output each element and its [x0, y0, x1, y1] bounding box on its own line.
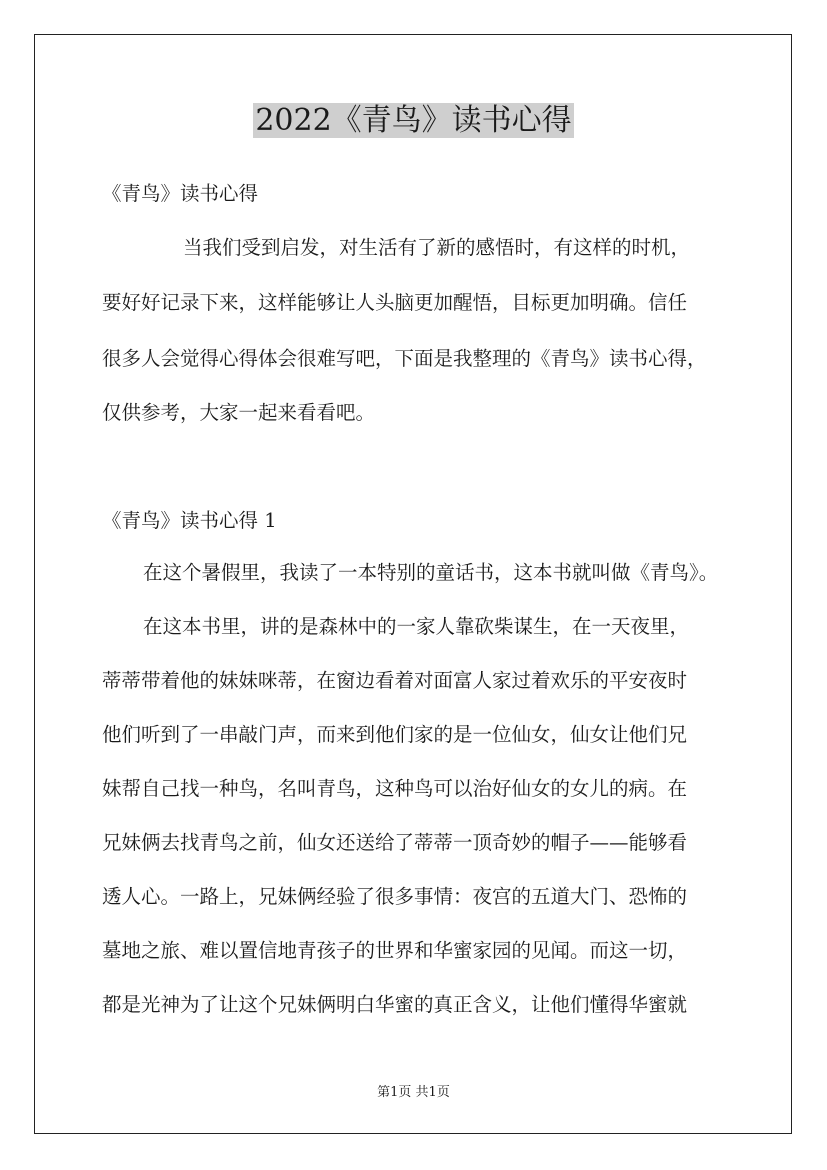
page-footer: 第1页 共1页	[377, 1085, 450, 1100]
body-line-7: 透人心。一路上，兄妹俩经验了很多事情：夜宫的五道大门、恐怖的	[102, 885, 688, 908]
body-line-8: 墓地之旅、难以置信地青孩子的世界和华蜜家园的见闻。而这一切，	[102, 939, 688, 962]
intro-line-3: 很多人会觉得心得体会很难写吧，下面是我整理的《青鸟》读书心得，	[102, 347, 707, 370]
subtitle: 《青鸟》读书心得	[102, 182, 259, 205]
body-line-9: 都是光神为了让这个兄妹俩明白华蜜的真正含义，让他们懂得华蜜就	[102, 993, 688, 1016]
document-title	[0, 100, 827, 142]
intro-line-1: 当我们受到启发，对生活有了新的感悟时，有这样的时机，	[183, 236, 691, 259]
title-text: 2022《青鸟》读书心得	[255, 103, 572, 138]
intro-line-4: 仅供参考，大家一起来看看吧。	[102, 401, 376, 424]
body-line-5: 妹帮自己找一种鸟，名叫青鸟，这种鸟可以治好仙女的女儿的病。在	[102, 777, 688, 800]
body-line-2: 在这本书里，讲的是森林中的一家人靠砍柴谋生，在一天夜里，	[143, 615, 690, 638]
intro-line-2: 要好好记录下来，这样能够让人头脑更加醒悟，目标更加明确。信任	[102, 291, 688, 314]
body-line-3: 蒂蒂带着他的妹妹咪蒂，在窗边看着对面富人家过着欢乐的平安夜时	[102, 669, 688, 692]
section-heading: 《青鸟》读书心得 1	[102, 509, 277, 532]
body-line-1: 在这个暑假里，我读了一本特别的童话书，这本书就叫做《青鸟》。	[143, 561, 719, 584]
body-line-4: 他们听到了一串敲门声，而来到他们家的是一位仙女，仙女让他们兄	[102, 723, 688, 746]
body-line-6: 兄妹俩去找青鸟之前，仙女还送给了蒂蒂一顶奇妙的帽子——能够看	[102, 831, 688, 854]
